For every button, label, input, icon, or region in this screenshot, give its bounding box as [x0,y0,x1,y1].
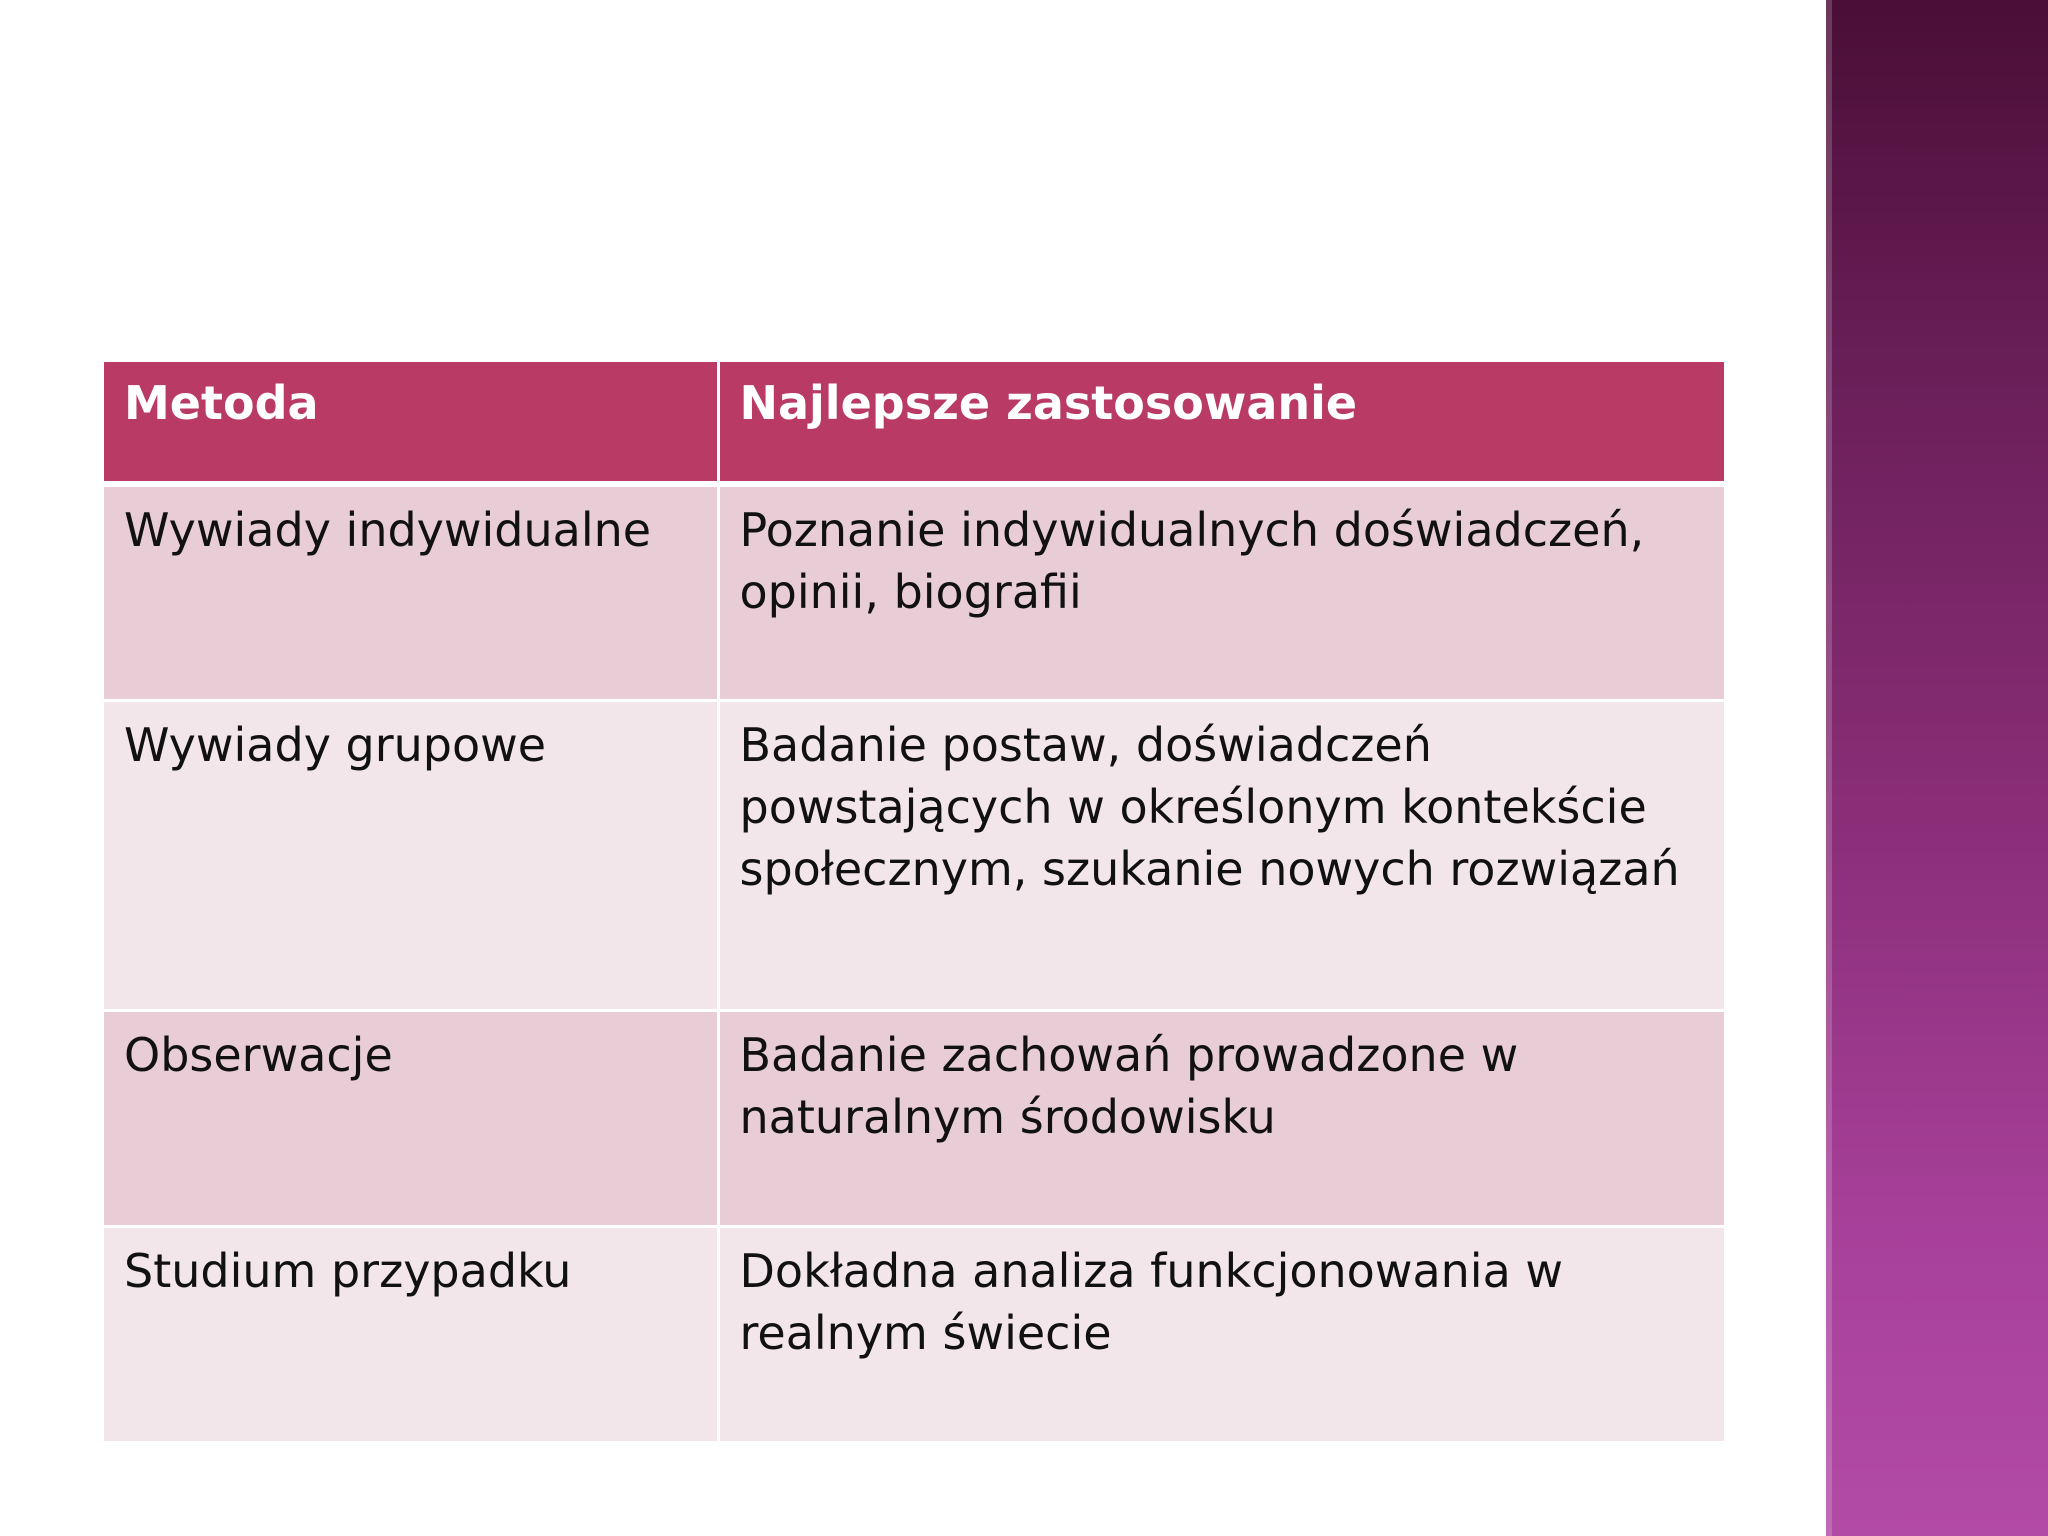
table-row [104,1226,1724,1442]
best-use-cell: Poznanie indywidualnych doświadczeń, opinii, biografii [718,484,1724,700]
table-header-row [104,362,1724,484]
method-cell: Obserwacje [104,1010,718,1226]
decorative-side-band [1826,0,2048,1536]
table-row [104,700,1724,1010]
method-cell: Wywiady grupowe [104,700,718,1010]
table-row [104,484,1724,700]
best-use-cell: Badanie zachowań prowadzone w naturalnym środowisku [718,1010,1724,1226]
methods-table [104,362,1724,1444]
best-use-cell: Dokładna analiza funkcjonowania w realnym świecie [718,1226,1724,1442]
header-best-use: Najlepsze zastosowanie [718,362,1724,484]
method-cell: Wywiady indywidualne [104,484,718,700]
header-method: Metoda [104,362,718,484]
best-use-cell: Badanie postaw, doświadczeń powstających w określonym kontekście społecznym, szukanie nowych rozwiązań [718,700,1724,1010]
table-row [104,1010,1724,1226]
method-cell: Studium przypadku [104,1226,718,1442]
